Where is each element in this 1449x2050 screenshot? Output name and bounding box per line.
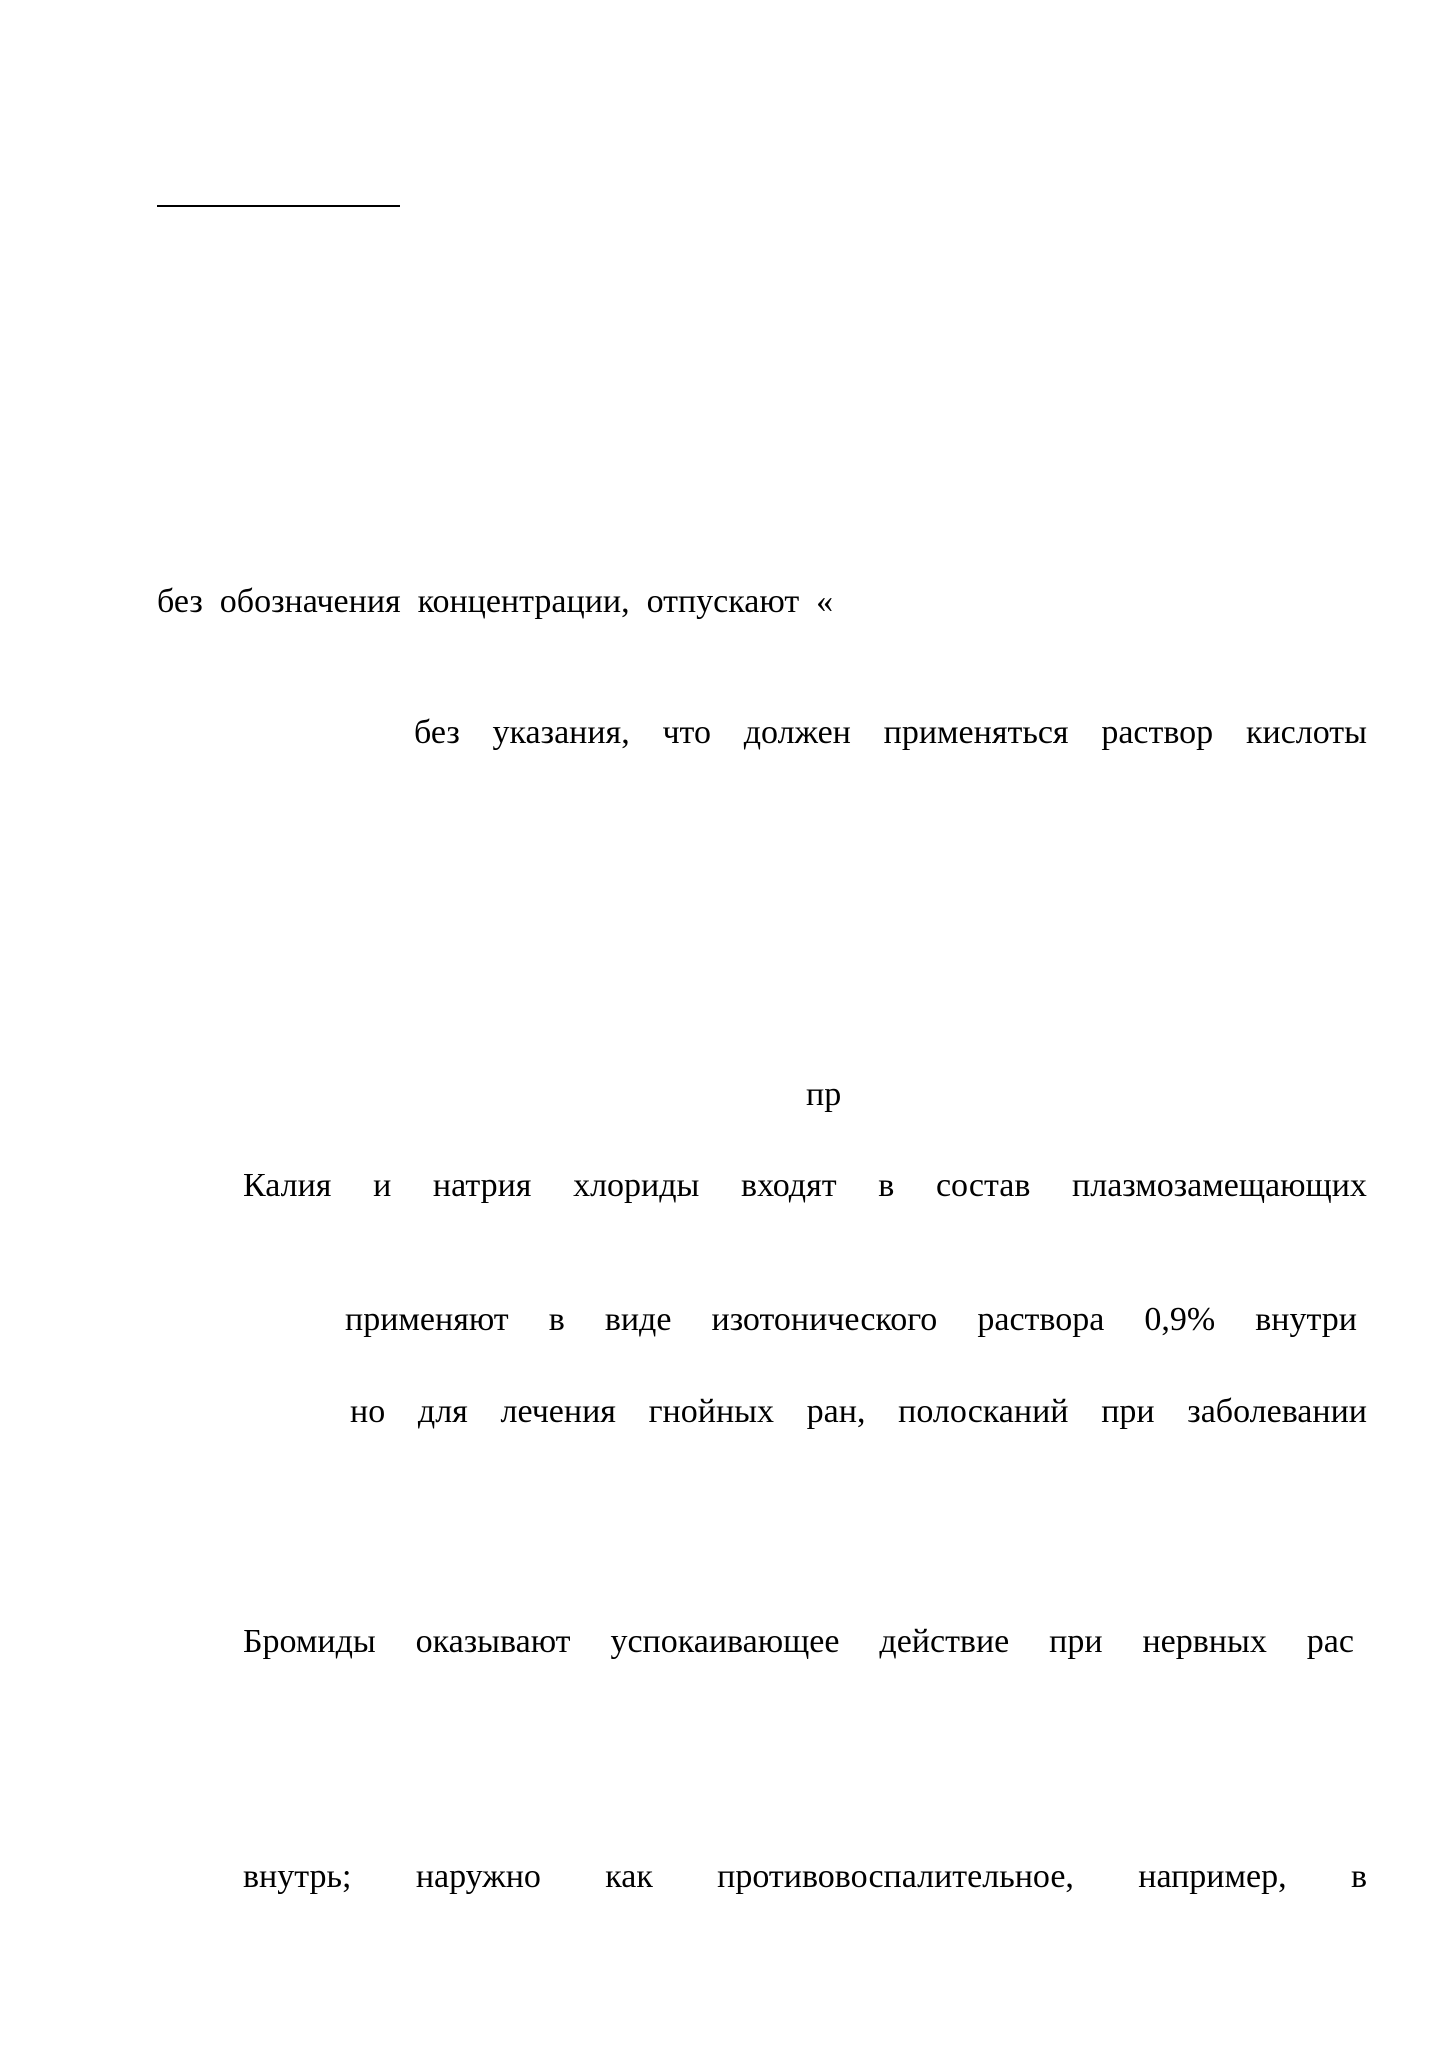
text-line-8: внутрь; наружно как противовоспалительное, например, в <box>243 1858 1367 1895</box>
text-line-4: Калия и натрия хлориды входят в состав плазмозамещающих <box>243 1167 1367 1204</box>
text-line-3: пр <box>806 1076 842 1113</box>
text-line-5: применяют в виде изотонического раствора 0,9% внутри <box>345 1301 1357 1338</box>
text-line-1: без обозначения концентрации, отпускают « <box>157 583 834 620</box>
text-line-2: без указания, что должен применяться раствор кислоты <box>414 714 1367 751</box>
text-line-6: но для лечения гнойных ран, полосканий при заболевании <box>350 1393 1367 1430</box>
text-line-7: Бромиды оказывают успокаивающее действие при нервных рас <box>243 1623 1354 1660</box>
footnote-separator-rule <box>157 205 400 207</box>
